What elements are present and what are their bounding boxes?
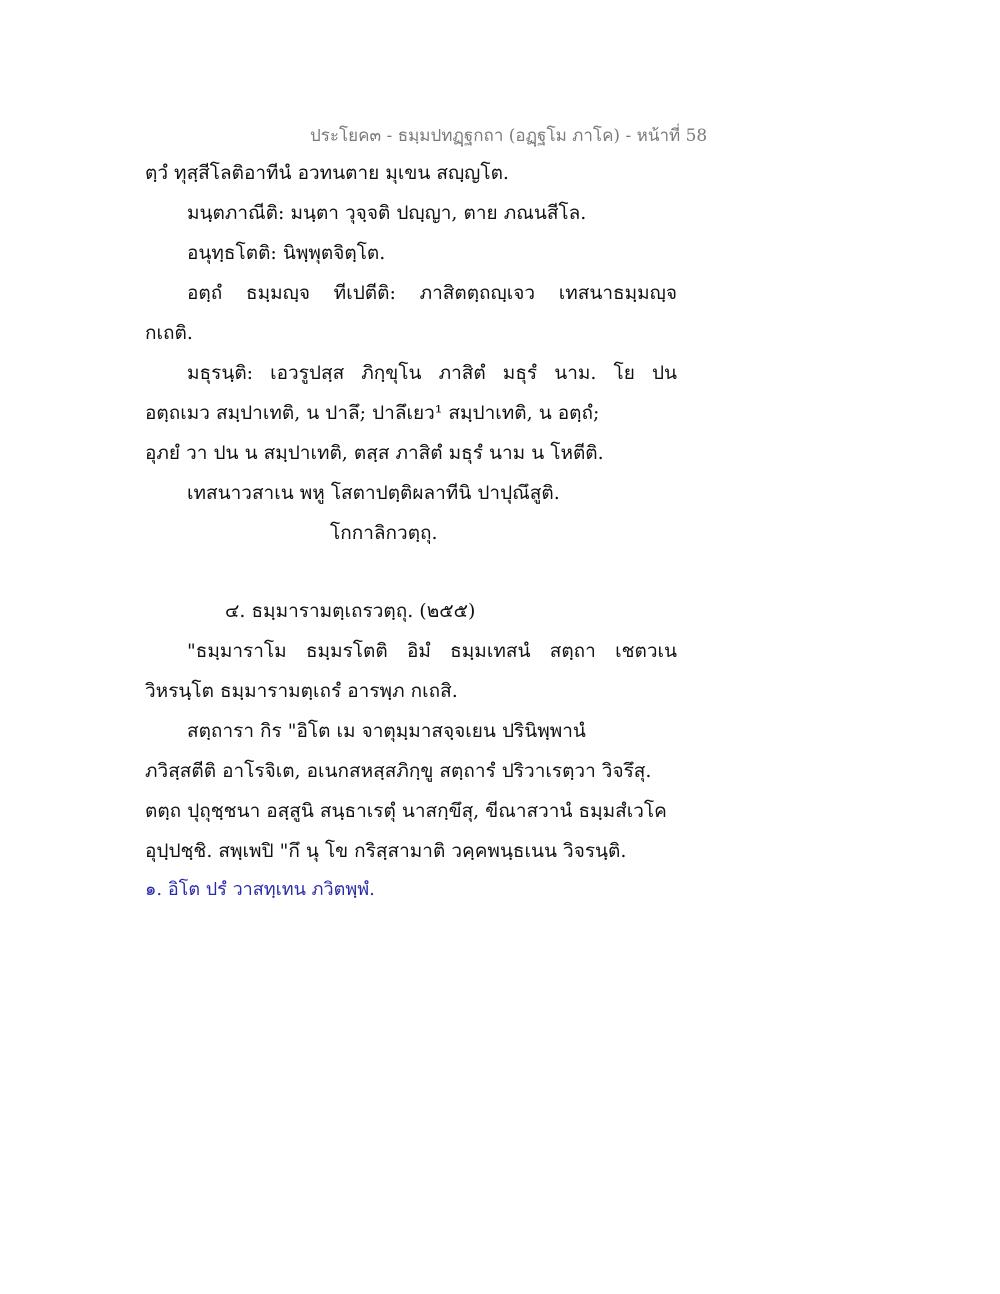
- text-line: ตฺวํ ทุสฺสีโลติอาทีนํ อวทนตาย มุเขน สญฺญโต.: [145, 162, 509, 184]
- text-line: "ธมฺมาราโม ธมฺมรโตติ อิมํ ธมฺมเทสนํ สตฺถา เชตวเน: [187, 640, 677, 662]
- text-line: กเถติ.: [145, 322, 193, 344]
- text-line: สตฺถารา กิร "อิโต เม จาตุมฺมาสจฺจเยน ปรินิพฺพานํ: [187, 720, 586, 742]
- text-line: ภวิสฺสตีติ อาโรจิเต, อเนกสหสฺสภิกฺขู สตฺถารํ ปริวาเรตฺวา วิจรึสุ.: [145, 760, 652, 782]
- footnote: ๑. อิโต ปรํ วาสทฺเทน ภวิตพฺพํ.: [145, 879, 375, 900]
- section-end-title: โกกาลิกวตฺถุ.: [330, 522, 438, 544]
- text-line: อนุทฺธโตติ: นิพฺพุตจิตฺโต.: [187, 242, 386, 264]
- text-line: อุปฺปชฺชิ. สพฺเพปิ "กึ นุ โข กริสฺสามาติ วคฺคพนฺธเนน วิจรนฺติ.: [145, 840, 627, 862]
- text-line: ตตฺถ ปุถุชฺชนา อสฺสูนิ สนฺธาเรตุํ นาสกฺขึสุ, ขีณาสวานํ ธมฺมสํเวโค: [145, 800, 667, 822]
- text-line: มนฺตภาณีติ: มนฺตา วุจฺจติ ปญฺญา, ตาย ภณนสีโล.: [187, 202, 587, 224]
- section-title: ๔. ธมฺมารามตฺเถรวตฺถุ. (๒๕๕): [225, 600, 476, 622]
- text-line: มธุรนฺติ: เอวรูปสฺส ภิกฺขุโน ภาสิตํ มธุรํ นาม. โย ปน: [187, 362, 677, 384]
- text-line: อตฺถเมว สมฺปาเทติ, น ปาลึ; ปาลึเยว¹ สมฺปาเทติ, น อตฺถํ;: [145, 402, 600, 424]
- text-line: วิหรนฺโต ธมฺมารามตฺเถรํ อารพฺภ กเถสิ.: [145, 680, 458, 702]
- text-line: อุภยํ วา ปน น สมฺปาเทติ, ตสฺส ภาสิตํ มธุรํ นาม น โหตีติ.: [145, 442, 604, 464]
- text-line: อตฺถํ ธมฺมญฺจ ทีเปตีติ: ภาสิตตฺถญฺเจว เทสนาธมฺมญฺจ: [187, 282, 677, 304]
- text-line: เทสนาวสาเน พหู โสตาปตฺติผลาทีนิ ปาปุณึสูติ.: [187, 482, 560, 504]
- page-header: ประโยค๓ - ธมฺมปทฏฺฐกถา (อฏฺฐโม ภาโค) - หน้าที่ 58: [310, 126, 708, 146]
